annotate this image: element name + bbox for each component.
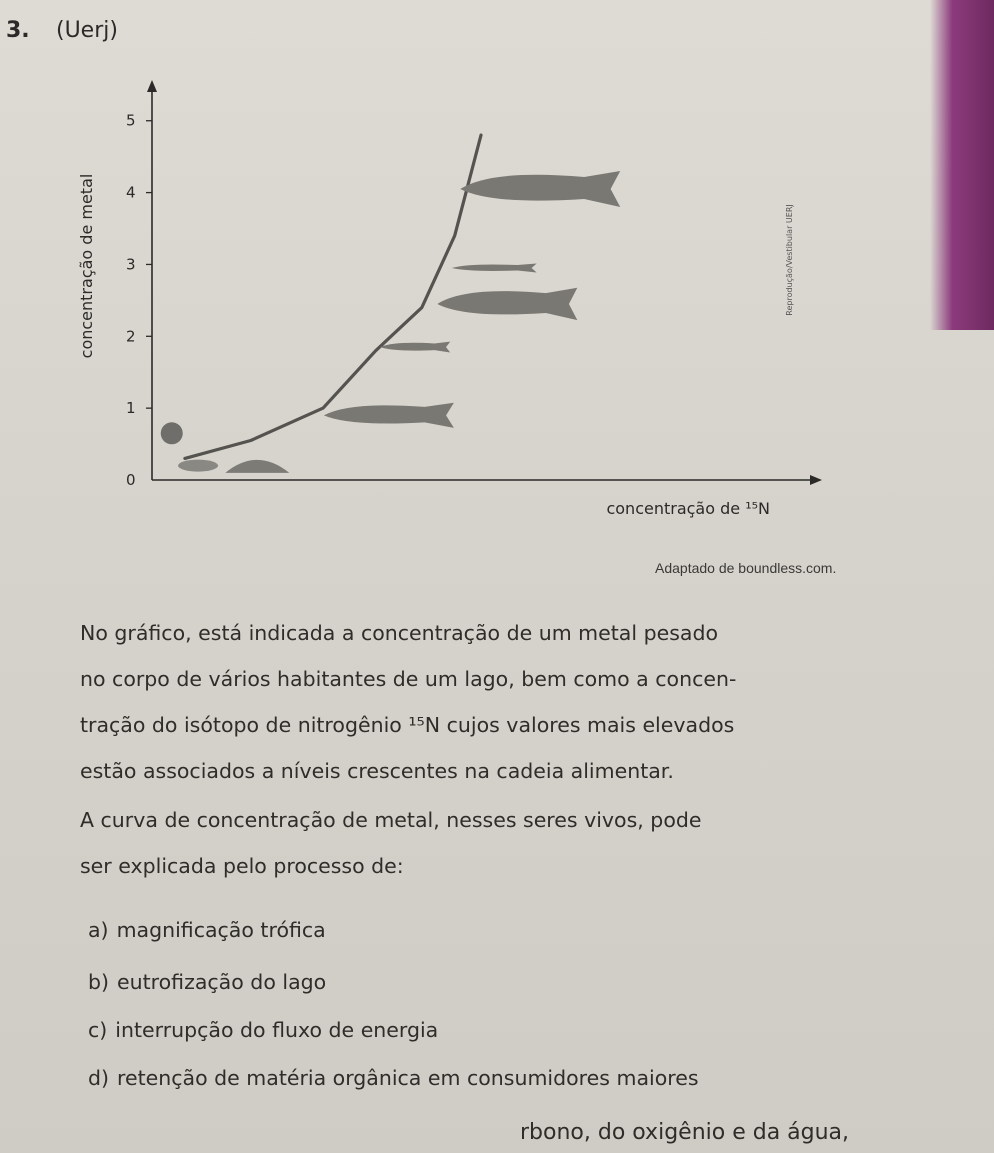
small-fish-icon bbox=[324, 403, 454, 428]
paragraph-1-line-2: no corpo de vários habitantes de um lago, bem como a concen- bbox=[80, 667, 737, 691]
option-a-letter: a) bbox=[88, 918, 109, 942]
paragraph-2-line-1: A curva de concentração de metal, nesses seres vivos, pode bbox=[80, 808, 702, 832]
option-c-letter: c) bbox=[88, 1018, 108, 1042]
chart-svg bbox=[70, 80, 900, 530]
invertebrate-icon bbox=[225, 460, 289, 473]
option-d[interactable] bbox=[88, 1066, 699, 1090]
chart-organisms bbox=[161, 171, 620, 473]
thin-fish-icon bbox=[452, 264, 537, 273]
paragraph-1-line-3: tração do isótopo de nitrogênio ¹⁵N cujos valores mais elevados bbox=[80, 713, 735, 737]
option-a-text: magnificação trófica bbox=[116, 918, 326, 942]
y-tick-label: 4 bbox=[126, 183, 136, 202]
source-note: Adaptado de boundless.com. bbox=[655, 560, 837, 576]
option-c[interactable] bbox=[88, 1018, 438, 1042]
y-tick-label: 3 bbox=[126, 255, 136, 274]
paragraph-1-line-4: estão associados a níveis crescentes na cadeia alimentar. bbox=[80, 759, 674, 783]
y-tick-label: 0 bbox=[126, 471, 136, 489]
large-fish-icon bbox=[460, 171, 620, 207]
plankton-icon bbox=[178, 460, 218, 472]
question-number: 3. bbox=[6, 18, 30, 43]
metal-concentration-chart bbox=[70, 80, 900, 530]
perch-icon bbox=[437, 288, 577, 320]
option-b-text: eutrofização do lago bbox=[117, 970, 327, 994]
option-d-letter: d) bbox=[88, 1066, 110, 1090]
y-tick-label: 1 bbox=[126, 399, 136, 418]
option-c-text: interrupção do fluxo de energia bbox=[115, 1018, 439, 1042]
question-source: (Uerj) bbox=[56, 18, 118, 43]
option-a[interactable] bbox=[88, 918, 326, 942]
chart-ticks bbox=[126, 112, 152, 489]
paragraph-1 bbox=[80, 610, 940, 794]
y-tick-label: 2 bbox=[126, 327, 136, 346]
paragraph-1-line-1: No gráfico, está indicada a concentração de um metal pesado bbox=[80, 621, 719, 645]
algae-icon bbox=[161, 422, 183, 444]
x-axis-label: concentração de ¹⁵N bbox=[606, 499, 770, 518]
x-axis-arrow bbox=[810, 475, 822, 485]
y-tick-label: 5 bbox=[126, 111, 136, 130]
option-b[interactable] bbox=[88, 970, 326, 994]
purple-background-edge bbox=[930, 0, 994, 330]
option-d-text: retenção de matéria orgânica em consumidores maiores bbox=[117, 1066, 699, 1090]
side-credit: Reprodução/Vestibular UERJ bbox=[785, 204, 794, 316]
paragraph-2 bbox=[80, 797, 940, 889]
minnow-icon bbox=[380, 342, 450, 353]
chart-axes bbox=[147, 80, 822, 485]
y-axis-arrow bbox=[147, 80, 157, 92]
y-axis-label: concentração de metal bbox=[77, 173, 96, 359]
next-question-text-fragment: rbono, do oxigênio e da água, bbox=[520, 1120, 850, 1145]
option-b-letter: b) bbox=[88, 970, 110, 994]
paragraph-2-line-2: ser explicada pelo processo de: bbox=[80, 854, 404, 878]
